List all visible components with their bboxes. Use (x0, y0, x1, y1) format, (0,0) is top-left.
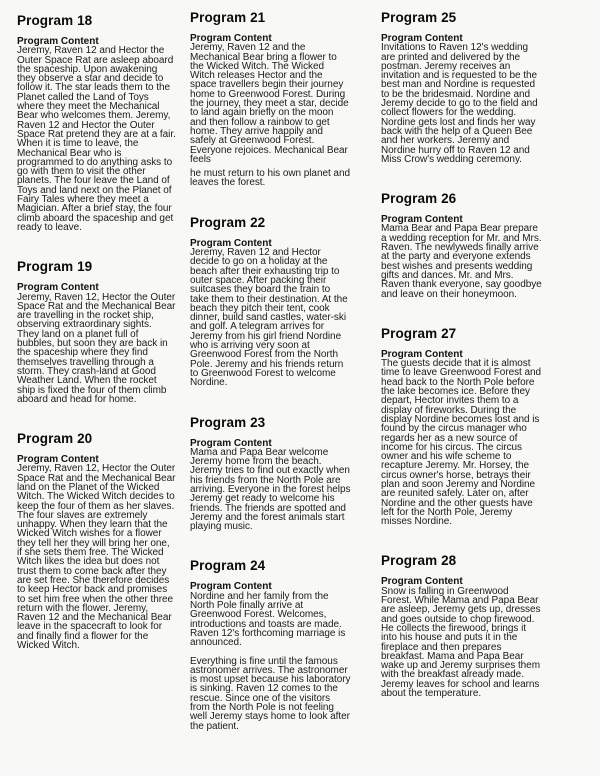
program-title: Program 19 (17, 259, 93, 275)
program-title: Program 28 (381, 553, 457, 569)
program-content-label: Program Content (381, 576, 463, 588)
program-paragraph: Jeremy, Raven 12 and Hector decide to go on a holiday at the beach after their exhausting trip to outer space. After packing their suitcases they board the train to take them to their destination. At the beach they pitch their tent, cook dinner, build sand castles, water-ski and golf. A telegram arrives for Jeremy from his girl friend Nordine who is arriving very soon at Greenwood Forest from the North Pole. Jeremy and his friends return to Greenwood Forest to welcome Nordine. (190, 247, 348, 389)
program-23-section (190, 416, 351, 532)
program-paragraph: Everything is fine until the famous astronomer arrives. The astronomer is most upset because his laboratory is sinking. Raven 12 comes to the rescue. Since one of the visitors from the North Pole is not feeling well Jeremy stays home to look after the patient. (190, 655, 351, 732)
program-25-section (381, 11, 542, 164)
program-paragraph: Jeremy, Raven 12 and the Mechanical Bear bring a flower to the Wicked Witch. The Wicked Witch releases Hector and the space travellers begin their journey home to Greenwood Forest. During the journey, they meet a star, decide to land again briefly on the moon and then follow a rainbow to get home. They arrive happily and safely at Greenwood Forest. Everyone rejoices. Mechanical Bear feels (190, 42, 349, 165)
program-content-label: Program Content (381, 214, 463, 226)
program-paragraph: Jeremy, Raven 12, Hector the Outer Space Rat and the Mechanical Bear land on the Planet of the Wicked Witch. The Wicked Witch decides to keep the four of them as her slaves. The four slaves are extremely unhappy. When they learn that the Wicked Witch wishes for a flower they tell her they will bring her one, if she sets them free. The Wicked Witch likes the idea but does not trust them to come back after they are set free. She therefore decides to keep Hector back and promises to set him free when the other three return with the flower. Jeremy, Raven 12 and the Mechanical Bear leave in the spacecraft to look for and finally find a flower for the Wicked Witch. (17, 463, 176, 652)
program-content-label: Program Content (381, 348, 463, 360)
column-left (17, 0, 176, 650)
program-19-section (17, 260, 176, 404)
program-paragraph: Snow is falling in Greenwood Forest. While Mama and Papa Bear are asleep, Jeremy gets up, dresses and goes outside to chop firewood. He collects the firewood, brings it into his house and puts it in the fireplace and then prepares breakfast. Mama and Papa Bear wake up and Jeremy surprises them with the breakfast already made. Jeremy leaves for school and learns about the temperature. (381, 585, 541, 700)
program-26-section (381, 192, 542, 299)
program-content-label: Program Content (17, 282, 99, 294)
program-27-section (381, 327, 542, 527)
program-20-section (17, 432, 176, 650)
program-title: Program 27 (381, 325, 457, 341)
program-28-section (381, 554, 542, 698)
program-title: Program 25 (381, 10, 457, 25)
column-middle (190, 0, 351, 731)
program-title: Program 23 (190, 414, 266, 430)
program-paragraph: Invitations to Raven 12's wedding are printed and delivered by the postman. Jeremy receives an invitation and is requested to be the best man and Nordine is requested to be the bridesmaid. Nordine and Jeremy decide to go to the field and collect flowers for the wedding. Nordine gets lost and finds her way back with the help of a Queen Bee and her workers. Jeremy and Nordine hurry off to Raven 12 and Miss Crow's wedding ceremony. (381, 42, 538, 165)
program-paragraph: Jeremy, Raven 12, Hector the Outer Space Rat and the Mechanical Bear are travelling in the rocket ship, observing extraordinary sights. They land on a planet full of bubbles, but soon they are back in the spaceship where they find themselves travelling through a storm. They crash-land at Good Weather Land. When the rocket ship is fixed the four of them climb aboard and head for home. (17, 291, 176, 405)
program-title: Program 26 (381, 191, 457, 207)
program-content-label: Program Content (190, 33, 272, 44)
program-paragraph: he must return to his own planet and leaves the forest. (190, 168, 350, 189)
program-24-section (190, 559, 351, 730)
program-18-section (17, 14, 176, 232)
program-paragraph: Jeremy, Raven 12 and Hector the Outer Space Rat are asleep aboard the spaceship. Upon awakening they observe a star and decide to follow it. The star leads them to the Planet called the Land of Toys where they meet the Mechanical Bear who welcomes them. Jeremy, Raven 12 and Hector the Outer Space Rat pretend they are at a fair. When it is time to leave, the Mechanical Bear who is programmed to do anything asks to go with them to visit the other planets. The four leave the Land of Toys and land next on the Planet of Fairy Tales where they meet a Magician. After a brief stay, the four climb aboard the spaceship and get ready to leave. (17, 45, 176, 233)
program-content-label: Program Content (17, 36, 99, 47)
program-21-section (190, 11, 351, 188)
program-paragraph: Nordine and her family from the North Pole finally arrive at Greenwood Forest. Welcomes, introductions and toasts are made. Raven 12's forthcoming marriage is announced. (190, 590, 346, 649)
program-paragraph: The guests decide that it is almost time to leave Greenwood Forest and head back to the North Pole before the lake becomes ice. Before they depart, Hector invites them to a display of fireworks. During the display Nordine becomes lost and is found by the circus manager who regards her as a new source of income for his circus. The circus owner and his wife scheme to recapture Jeremy. Mr. Horsey, the circus owner's horse, betrays their plan and soon Jeremy and Nordine are reunited safely. Later on, after Nordine and the other guests have left for the North Pole, Jeremy misses Nordine. (381, 358, 542, 528)
program-title: Program 18 (17, 13, 93, 28)
program-title: Program 20 (17, 431, 93, 447)
program-content-label: Program Content (17, 454, 99, 466)
program-content-label: Program Content (190, 581, 272, 593)
program-title: Program 22 (190, 214, 266, 230)
program-paragraph: Mama Bear and Papa Bear prepare a wedding reception for Mr. and Mrs. Raven. The newlyweds finally arrive at the party and everyone extends best wishes and presents wedding gifts and dances. Mr. and Mrs. Raven thank everyone, say goodbye and leave on their honeymoon. (381, 223, 542, 300)
program-paragraph: Mama and Papa Bear welcome Jeremy home from the beach. Jeremy tries to find out exactly when his friends from the North Pole are arriving. Everyone in the forest helps Jeremy get ready to welcome his friends. The friends are spotted and Jeremy and the forest animals start playing music. (190, 446, 351, 533)
program-title: Program 24 (190, 558, 266, 574)
program-content-label: Program Content (190, 437, 272, 449)
program-content-label: Program Content (190, 237, 272, 249)
program-22-section (190, 216, 351, 388)
program-content-label: Program Content (381, 33, 463, 44)
program-title: Program 21 (190, 10, 266, 25)
column-right (381, 0, 542, 698)
